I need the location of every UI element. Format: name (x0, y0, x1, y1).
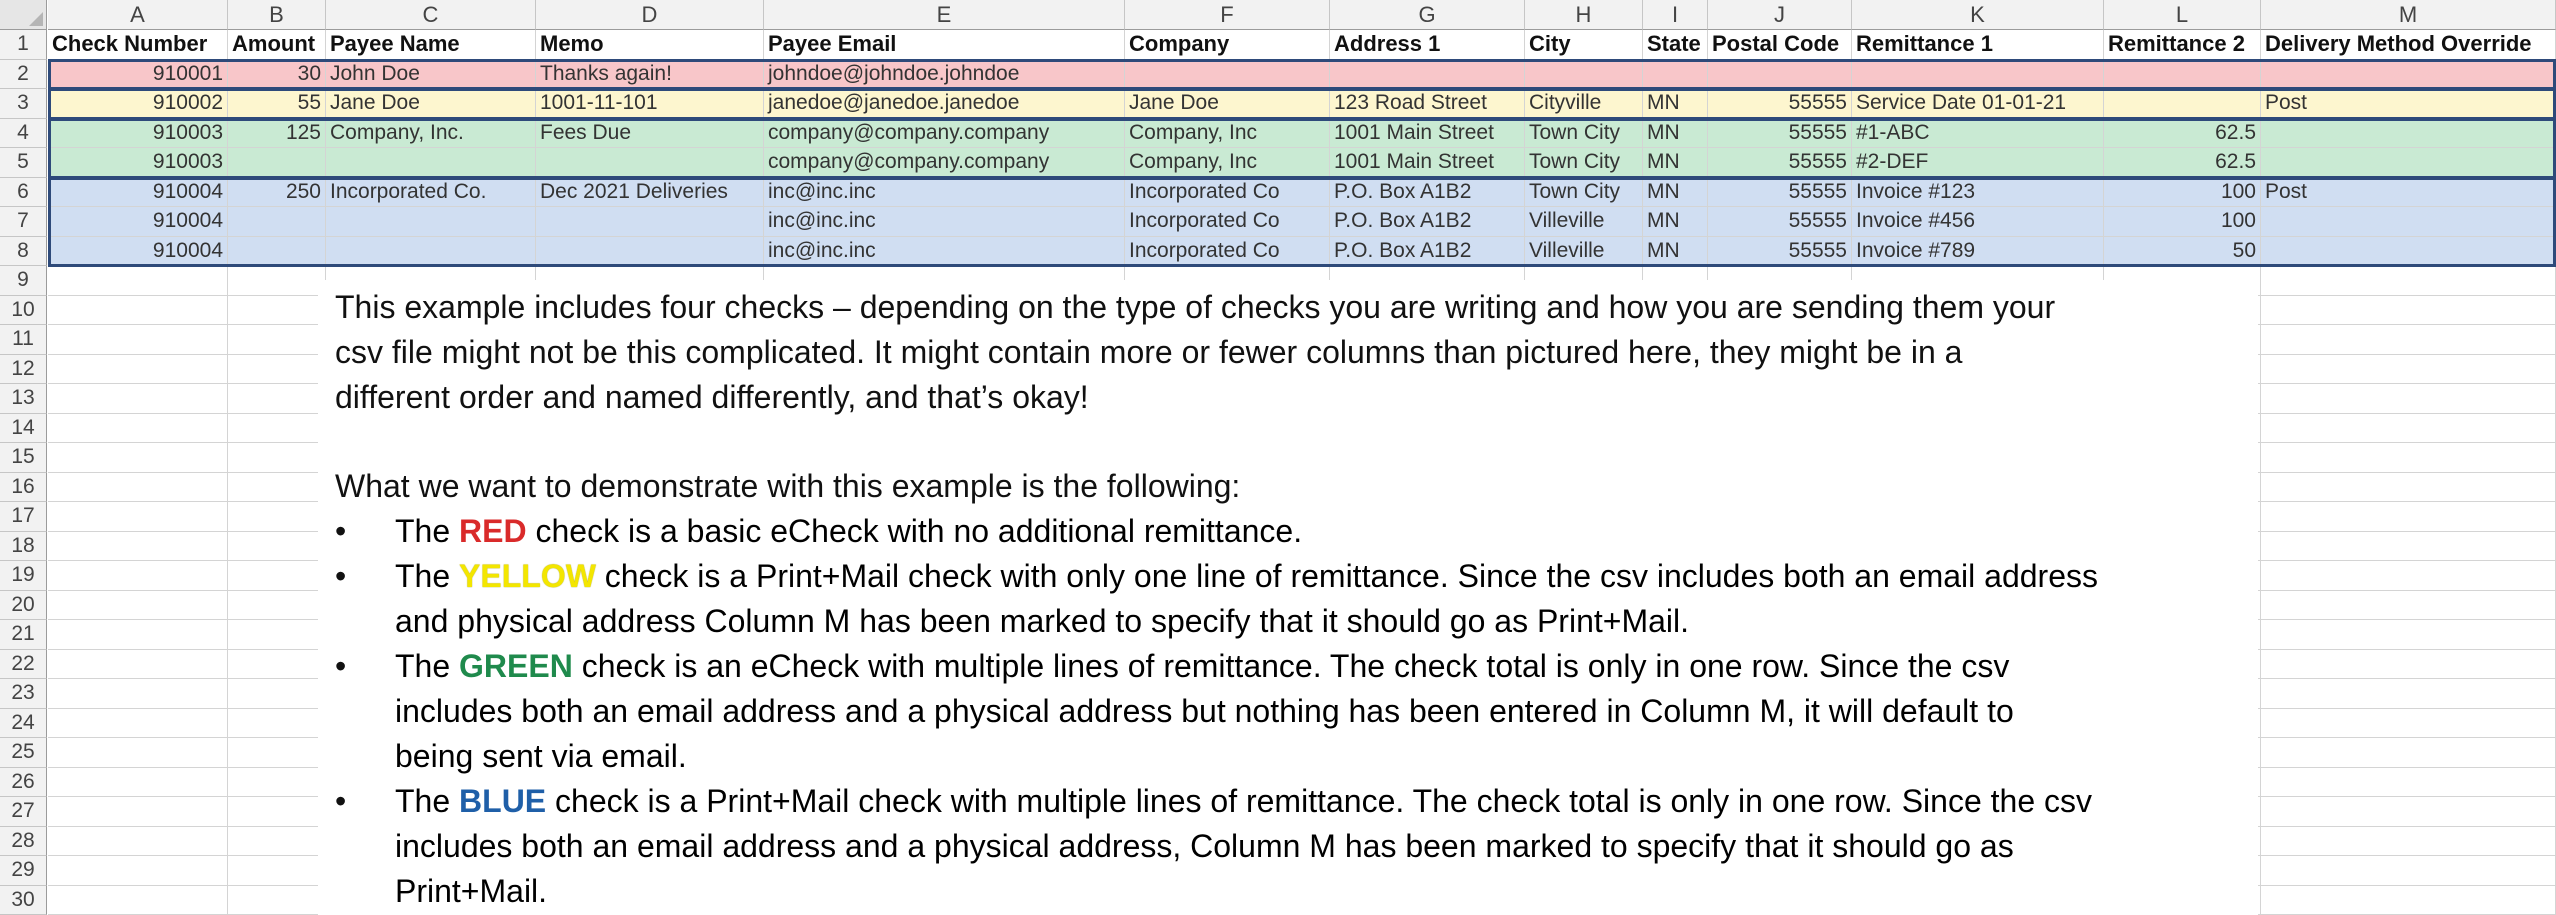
column-header-f[interactable]: F (1125, 0, 1330, 30)
cell-a29[interactable] (48, 856, 228, 886)
cell-f8[interactable]: Incorporated Co (1125, 237, 1330, 267)
cell-e7[interactable]: inc@inc.inc (764, 207, 1125, 237)
cell-c5[interactable] (326, 148, 536, 178)
row-header-14[interactable]: 14 (0, 414, 47, 444)
cell-b27[interactable] (228, 797, 326, 827)
cell-m22[interactable] (2261, 650, 2556, 680)
cell-i4[interactable]: MN (1643, 119, 1708, 149)
row-header-7[interactable]: 7 (0, 207, 47, 237)
cell-g7[interactable]: P.O. Box A1B2 (1330, 207, 1525, 237)
cell-a26[interactable] (48, 768, 228, 798)
cell-b3[interactable]: 55 (228, 89, 326, 119)
cell-a14[interactable] (48, 414, 228, 444)
row-header-24[interactable]: 24 (0, 709, 47, 739)
row-header-27[interactable]: 27 (0, 797, 47, 827)
cell-m14[interactable] (2261, 414, 2556, 444)
cell-a7[interactable]: 910004 (48, 207, 228, 237)
bullet-prefix: The (395, 783, 460, 819)
cell-h1[interactable]: City (1525, 30, 1643, 60)
keyword-yellow: YELLOW (459, 558, 596, 594)
cell-e1[interactable]: Payee Email (764, 30, 1125, 60)
row-header-23[interactable]: 23 (0, 679, 47, 709)
row-header-13[interactable]: 13 (0, 384, 47, 414)
cell-b23[interactable] (228, 679, 326, 709)
cell-j4[interactable]: 55555 (1708, 119, 1852, 149)
cell-d3[interactable]: 1001-11-101 (536, 89, 764, 119)
row-header-19[interactable]: 19 (0, 561, 47, 591)
cell-k8[interactable]: Invoice #789 (1852, 237, 2104, 267)
column-header-e[interactable]: E (764, 0, 1125, 30)
bullet-green (395, 644, 2215, 779)
cell-m13[interactable] (2261, 384, 2556, 414)
row-header-9[interactable]: 9 (0, 266, 47, 296)
cell-b19[interactable] (228, 561, 326, 591)
cell-d4[interactable]: Fees Due (536, 119, 764, 149)
cell-d5[interactable] (536, 148, 764, 178)
cell-m27[interactable] (2261, 797, 2556, 827)
column-header-b[interactable]: B (228, 0, 326, 30)
row-header-6[interactable]: 6 (0, 178, 47, 208)
cell-b9[interactable] (228, 266, 326, 296)
cell-h3[interactable]: Cityville (1525, 89, 1643, 119)
cell-m8[interactable] (2261, 237, 2556, 267)
cell-a5[interactable]: 910003 (48, 148, 228, 178)
cell-g1[interactable]: Address 1 (1330, 30, 1525, 60)
cell-j6[interactable]: 55555 (1708, 178, 1852, 208)
cell-b21[interactable] (228, 620, 326, 650)
bullet-line: check is a Print+Mail check with only one line of remittance. Since the csv includes both an email address (595, 558, 2098, 594)
cell-a30[interactable] (48, 886, 228, 915)
row-header-17[interactable]: 17 (0, 502, 47, 532)
row-header-4[interactable]: 4 (0, 119, 47, 149)
cell-a19[interactable] (48, 561, 228, 591)
cell-a10[interactable] (48, 296, 228, 326)
cell-j8[interactable]: 55555 (1708, 237, 1852, 267)
cell-b7[interactable] (228, 207, 326, 237)
cell-b26[interactable] (228, 768, 326, 798)
bullet-line: being sent via email. (395, 738, 687, 774)
cell-m7[interactable] (2261, 207, 2556, 237)
row-header-1[interactable]: 1 (0, 30, 47, 60)
cell-e8[interactable]: inc@inc.inc (764, 237, 1125, 267)
cell-d7[interactable] (536, 207, 764, 237)
cell-g5[interactable]: 1001 Main Street (1330, 148, 1525, 178)
row-header-3[interactable]: 3 (0, 89, 47, 119)
cell-i2[interactable] (1643, 60, 1708, 90)
column-header-j[interactable]: J (1708, 0, 1852, 30)
cell-a24[interactable] (48, 709, 228, 739)
bullet-line: includes both an email address and a physical address but nothing has been entered in Column M, it will default to (395, 693, 2014, 729)
cell-b5[interactable] (228, 148, 326, 178)
cell-l5[interactable]: 62.5 (2104, 148, 2261, 178)
cell-a4[interactable]: 910003 (48, 119, 228, 149)
bullet-line: check is a basic eCheck with no additional remittance. (526, 513, 1303, 549)
cell-m1[interactable]: Delivery Method Override (2261, 30, 2556, 60)
cell-k7[interactable]: Invoice #456 (1852, 207, 2104, 237)
cell-m12[interactable] (2261, 355, 2556, 385)
cell-g8[interactable]: P.O. Box A1B2 (1330, 237, 1525, 267)
cell-m30[interactable] (2261, 886, 2556, 915)
cell-b13[interactable] (228, 384, 326, 414)
cell-c2[interactable]: John Doe (326, 60, 536, 90)
select-all-corner[interactable] (0, 0, 47, 30)
cell-e5[interactable]: company@company.company (764, 148, 1125, 178)
cell-m5[interactable] (2261, 148, 2556, 178)
cell-a12[interactable] (48, 355, 228, 385)
cell-a11[interactable] (48, 325, 228, 355)
cell-j3[interactable]: 55555 (1708, 89, 1852, 119)
cell-m4[interactable] (2261, 119, 2556, 149)
cell-g4[interactable]: 1001 Main Street (1330, 119, 1525, 149)
row-header-18[interactable]: 18 (0, 532, 47, 562)
cell-b24[interactable] (228, 709, 326, 739)
cell-d6[interactable]: Dec 2021 Deliveries (536, 178, 764, 208)
column-header-m[interactable]: M (2261, 0, 2556, 30)
cell-m29[interactable] (2261, 856, 2556, 886)
cell-b11[interactable] (228, 325, 326, 355)
column-header-i[interactable]: I (1643, 0, 1708, 30)
cell-b29[interactable] (228, 856, 326, 886)
cell-d8[interactable] (536, 237, 764, 267)
cell-d2[interactable]: Thanks again! (536, 60, 764, 90)
row-header-5[interactable]: 5 (0, 148, 47, 178)
cell-i3[interactable]: MN (1643, 89, 1708, 119)
cell-m23[interactable] (2261, 679, 2556, 709)
cell-e2[interactable]: johndoe@johndoe.johndoe (764, 60, 1125, 90)
cell-g2[interactable] (1330, 60, 1525, 90)
bullet-icon: • (335, 648, 347, 684)
cell-f4[interactable]: Company, Inc (1125, 119, 1330, 149)
cell-a28[interactable] (48, 827, 228, 857)
cell-m26[interactable] (2261, 768, 2556, 798)
cell-a13[interactable] (48, 384, 228, 414)
row-header-21[interactable]: 21 (0, 620, 47, 650)
row-header-22[interactable]: 22 (0, 650, 47, 680)
row-header-10[interactable]: 10 (0, 296, 47, 326)
row-header-16[interactable]: 16 (0, 473, 47, 503)
bullet-line: check is an eCheck with multiple lines of remittance. The check total is only in one row. Since the csv (572, 648, 2010, 684)
cell-h8[interactable]: Villeville (1525, 237, 1643, 267)
keyword-green: GREEN (459, 648, 573, 684)
bullet-blue (395, 779, 2215, 914)
cell-m25[interactable] (2261, 738, 2556, 768)
cell-f6[interactable]: Incorporated Co (1125, 178, 1330, 208)
cell-k1[interactable]: Remittance 1 (1852, 30, 2104, 60)
cell-m20[interactable] (2261, 591, 2556, 621)
cell-m11[interactable] (2261, 325, 2556, 355)
cell-b25[interactable] (228, 738, 326, 768)
cell-e6[interactable]: inc@inc.inc (764, 178, 1125, 208)
cell-a27[interactable] (48, 797, 228, 827)
cell-a9[interactable] (48, 266, 228, 296)
cell-i1[interactable]: State (1643, 30, 1708, 60)
cell-b17[interactable] (228, 502, 326, 532)
cell-a17[interactable] (48, 502, 228, 532)
cell-a22[interactable] (48, 650, 228, 680)
cell-c4[interactable]: Company, Inc. (326, 119, 536, 149)
cell-a3[interactable]: 910002 (48, 89, 228, 119)
bullet-yellow (395, 554, 2215, 644)
bullet-line: and physical address Column M has been marked to specify that it should go as Print+Mail. (395, 603, 1689, 639)
cell-a1[interactable]: Check Number (48, 30, 228, 60)
cell-j2[interactable] (1708, 60, 1852, 90)
cell-f1[interactable]: Company (1125, 30, 1330, 60)
cell-h2[interactable] (1525, 60, 1643, 90)
cell-h4[interactable]: Town City (1525, 119, 1643, 149)
cell-k6[interactable]: Invoice #123 (1852, 178, 2104, 208)
cell-b22[interactable] (228, 650, 326, 680)
column-header-k[interactable]: K (1852, 0, 2104, 30)
bullet-icon: • (335, 558, 347, 594)
cell-c1[interactable]: Payee Name (326, 30, 536, 60)
cell-c8[interactable] (326, 237, 536, 267)
note-intro: What we want to demonstrate with this example is the following: (335, 468, 1241, 504)
cell-i8[interactable]: MN (1643, 237, 1708, 267)
bullet-prefix: The (395, 513, 460, 549)
cell-h5[interactable]: Town City (1525, 148, 1643, 178)
cell-i7[interactable]: MN (1643, 207, 1708, 237)
row-header-25[interactable]: 25 (0, 738, 47, 768)
cell-e4[interactable]: company@company.company (764, 119, 1125, 149)
row-header-29[interactable]: 29 (0, 856, 47, 886)
cell-f2[interactable] (1125, 60, 1330, 90)
cell-m28[interactable] (2261, 827, 2556, 857)
note-paragraph-line: different order and named differently, and that’s okay! (335, 379, 1089, 415)
cell-a18[interactable] (48, 532, 228, 562)
cell-b28[interactable] (228, 827, 326, 857)
note-paragraph-line: This example includes four checks – depending on the type of checks you are writing and how you are sending them your (335, 289, 2056, 325)
cell-d1[interactable]: Memo (536, 30, 764, 60)
column-header-h[interactable]: H (1525, 0, 1643, 30)
note-paragraph-line: csv file might not be this complicated. It might contain more or fewer columns than pictured here, they might be in a (335, 334, 1963, 370)
cell-b14[interactable] (228, 414, 326, 444)
cell-m9[interactable] (2261, 266, 2556, 296)
cell-b30[interactable] (228, 886, 326, 915)
cell-h6[interactable]: Town City (1525, 178, 1643, 208)
cell-m3[interactable]: Post (2261, 89, 2556, 119)
cell-a20[interactable] (48, 591, 228, 621)
cell-k3[interactable]: Service Date 01-01-21 (1852, 89, 2104, 119)
cell-l7[interactable]: 100 (2104, 207, 2261, 237)
row-header-26[interactable]: 26 (0, 768, 47, 798)
select-all-triangle-icon (29, 12, 43, 26)
bullet-line: check is a Print+Mail check with multiple lines of remittance. The check total is only in one row. Since the csv (546, 783, 2093, 819)
cell-k4[interactable]: #1-ABC (1852, 119, 2104, 149)
cell-b20[interactable] (228, 591, 326, 621)
cell-m24[interactable] (2261, 709, 2556, 739)
cell-m6[interactable]: Post (2261, 178, 2556, 208)
cell-m16[interactable] (2261, 473, 2556, 503)
cell-a2[interactable]: 910001 (48, 60, 228, 90)
cell-a21[interactable] (48, 620, 228, 650)
cell-h7[interactable]: Villeville (1525, 207, 1643, 237)
cell-b16[interactable] (228, 473, 326, 503)
row-header-30[interactable]: 30 (0, 886, 47, 915)
cell-e3[interactable]: janedoe@janedoe.janedoe (764, 89, 1125, 119)
cell-b18[interactable] (228, 532, 326, 562)
cell-a23[interactable] (48, 679, 228, 709)
cell-a6[interactable]: 910004 (48, 178, 228, 208)
cell-l8[interactable]: 50 (2104, 237, 2261, 267)
keyword-blue: BLUE (459, 783, 547, 819)
cell-b12[interactable] (228, 355, 326, 385)
cell-c3[interactable]: Jane Doe (326, 89, 536, 119)
cell-j7[interactable]: 55555 (1708, 207, 1852, 237)
cell-c6[interactable]: Incorporated Co. (326, 178, 536, 208)
cell-f3[interactable]: Jane Doe (1125, 89, 1330, 119)
cell-g6[interactable]: P.O. Box A1B2 (1330, 178, 1525, 208)
cell-b1[interactable]: Amount (228, 30, 326, 60)
cell-m15[interactable] (2261, 443, 2556, 473)
row-header-2[interactable]: 2 (0, 60, 47, 90)
row-header-12[interactable]: 12 (0, 355, 47, 385)
cell-f7[interactable]: Incorporated Co (1125, 207, 1330, 237)
bullet-icon: • (335, 513, 347, 549)
cell-b8[interactable] (228, 237, 326, 267)
cell-k2[interactable] (1852, 60, 2104, 90)
bullet-prefix: The (395, 558, 460, 594)
column-header-c[interactable]: C (326, 0, 536, 30)
cell-b6[interactable]: 250 (228, 178, 326, 208)
cell-m18[interactable] (2261, 532, 2556, 562)
column-header-g[interactable]: G (1330, 0, 1525, 30)
cell-a16[interactable] (48, 473, 228, 503)
cell-l1[interactable]: Remittance 2 (2104, 30, 2261, 60)
bullet-line: includes both an email address and a physical address, Column M has been marked to specify that it should go as (395, 828, 2014, 864)
cell-g3[interactable]: 123 Road Street (1330, 89, 1525, 119)
cell-j1[interactable]: Postal Code (1708, 30, 1852, 60)
bullet-icon: • (335, 783, 347, 819)
cell-a8[interactable]: 910004 (48, 237, 228, 267)
cell-b2[interactable]: 30 (228, 60, 326, 90)
cell-m19[interactable] (2261, 561, 2556, 591)
cell-i5[interactable]: MN (1643, 148, 1708, 178)
bullet-line: Print+Mail. (395, 873, 548, 909)
row-header-8[interactable]: 8 (0, 237, 47, 267)
cell-i6[interactable]: MN (1643, 178, 1708, 208)
cell-m21[interactable] (2261, 620, 2556, 650)
cell-b4[interactable]: 125 (228, 119, 326, 149)
cell-m10[interactable] (2261, 296, 2556, 326)
cell-l2[interactable] (2104, 60, 2261, 90)
bullet-prefix: The (395, 648, 460, 684)
cell-l6[interactable]: 100 (2104, 178, 2261, 208)
cell-m17[interactable] (2261, 502, 2556, 532)
column-header-a[interactable]: A (48, 0, 228, 30)
cell-m2[interactable] (2261, 60, 2556, 90)
cell-f5[interactable]: Company, Inc (1125, 148, 1330, 178)
cell-l4[interactable]: 62.5 (2104, 119, 2261, 149)
row-header-11[interactable]: 11 (0, 325, 47, 355)
cell-a15[interactable] (48, 443, 228, 473)
cell-j5[interactable]: 55555 (1708, 148, 1852, 178)
row-header-15[interactable]: 15 (0, 443, 47, 473)
cell-b10[interactable] (228, 296, 326, 326)
cell-k5[interactable]: #2-DEF (1852, 148, 2104, 178)
cell-l3[interactable] (2104, 89, 2261, 119)
cell-a25[interactable] (48, 738, 228, 768)
column-header-d[interactable]: D (536, 0, 764, 30)
cell-c7[interactable] (326, 207, 536, 237)
column-header-l[interactable]: L (2104, 0, 2261, 30)
bullet-red (395, 509, 2215, 554)
cell-b15[interactable] (228, 443, 326, 473)
row-header-20[interactable]: 20 (0, 591, 47, 621)
row-header-28[interactable]: 28 (0, 827, 47, 857)
keyword-red: RED (459, 513, 527, 549)
